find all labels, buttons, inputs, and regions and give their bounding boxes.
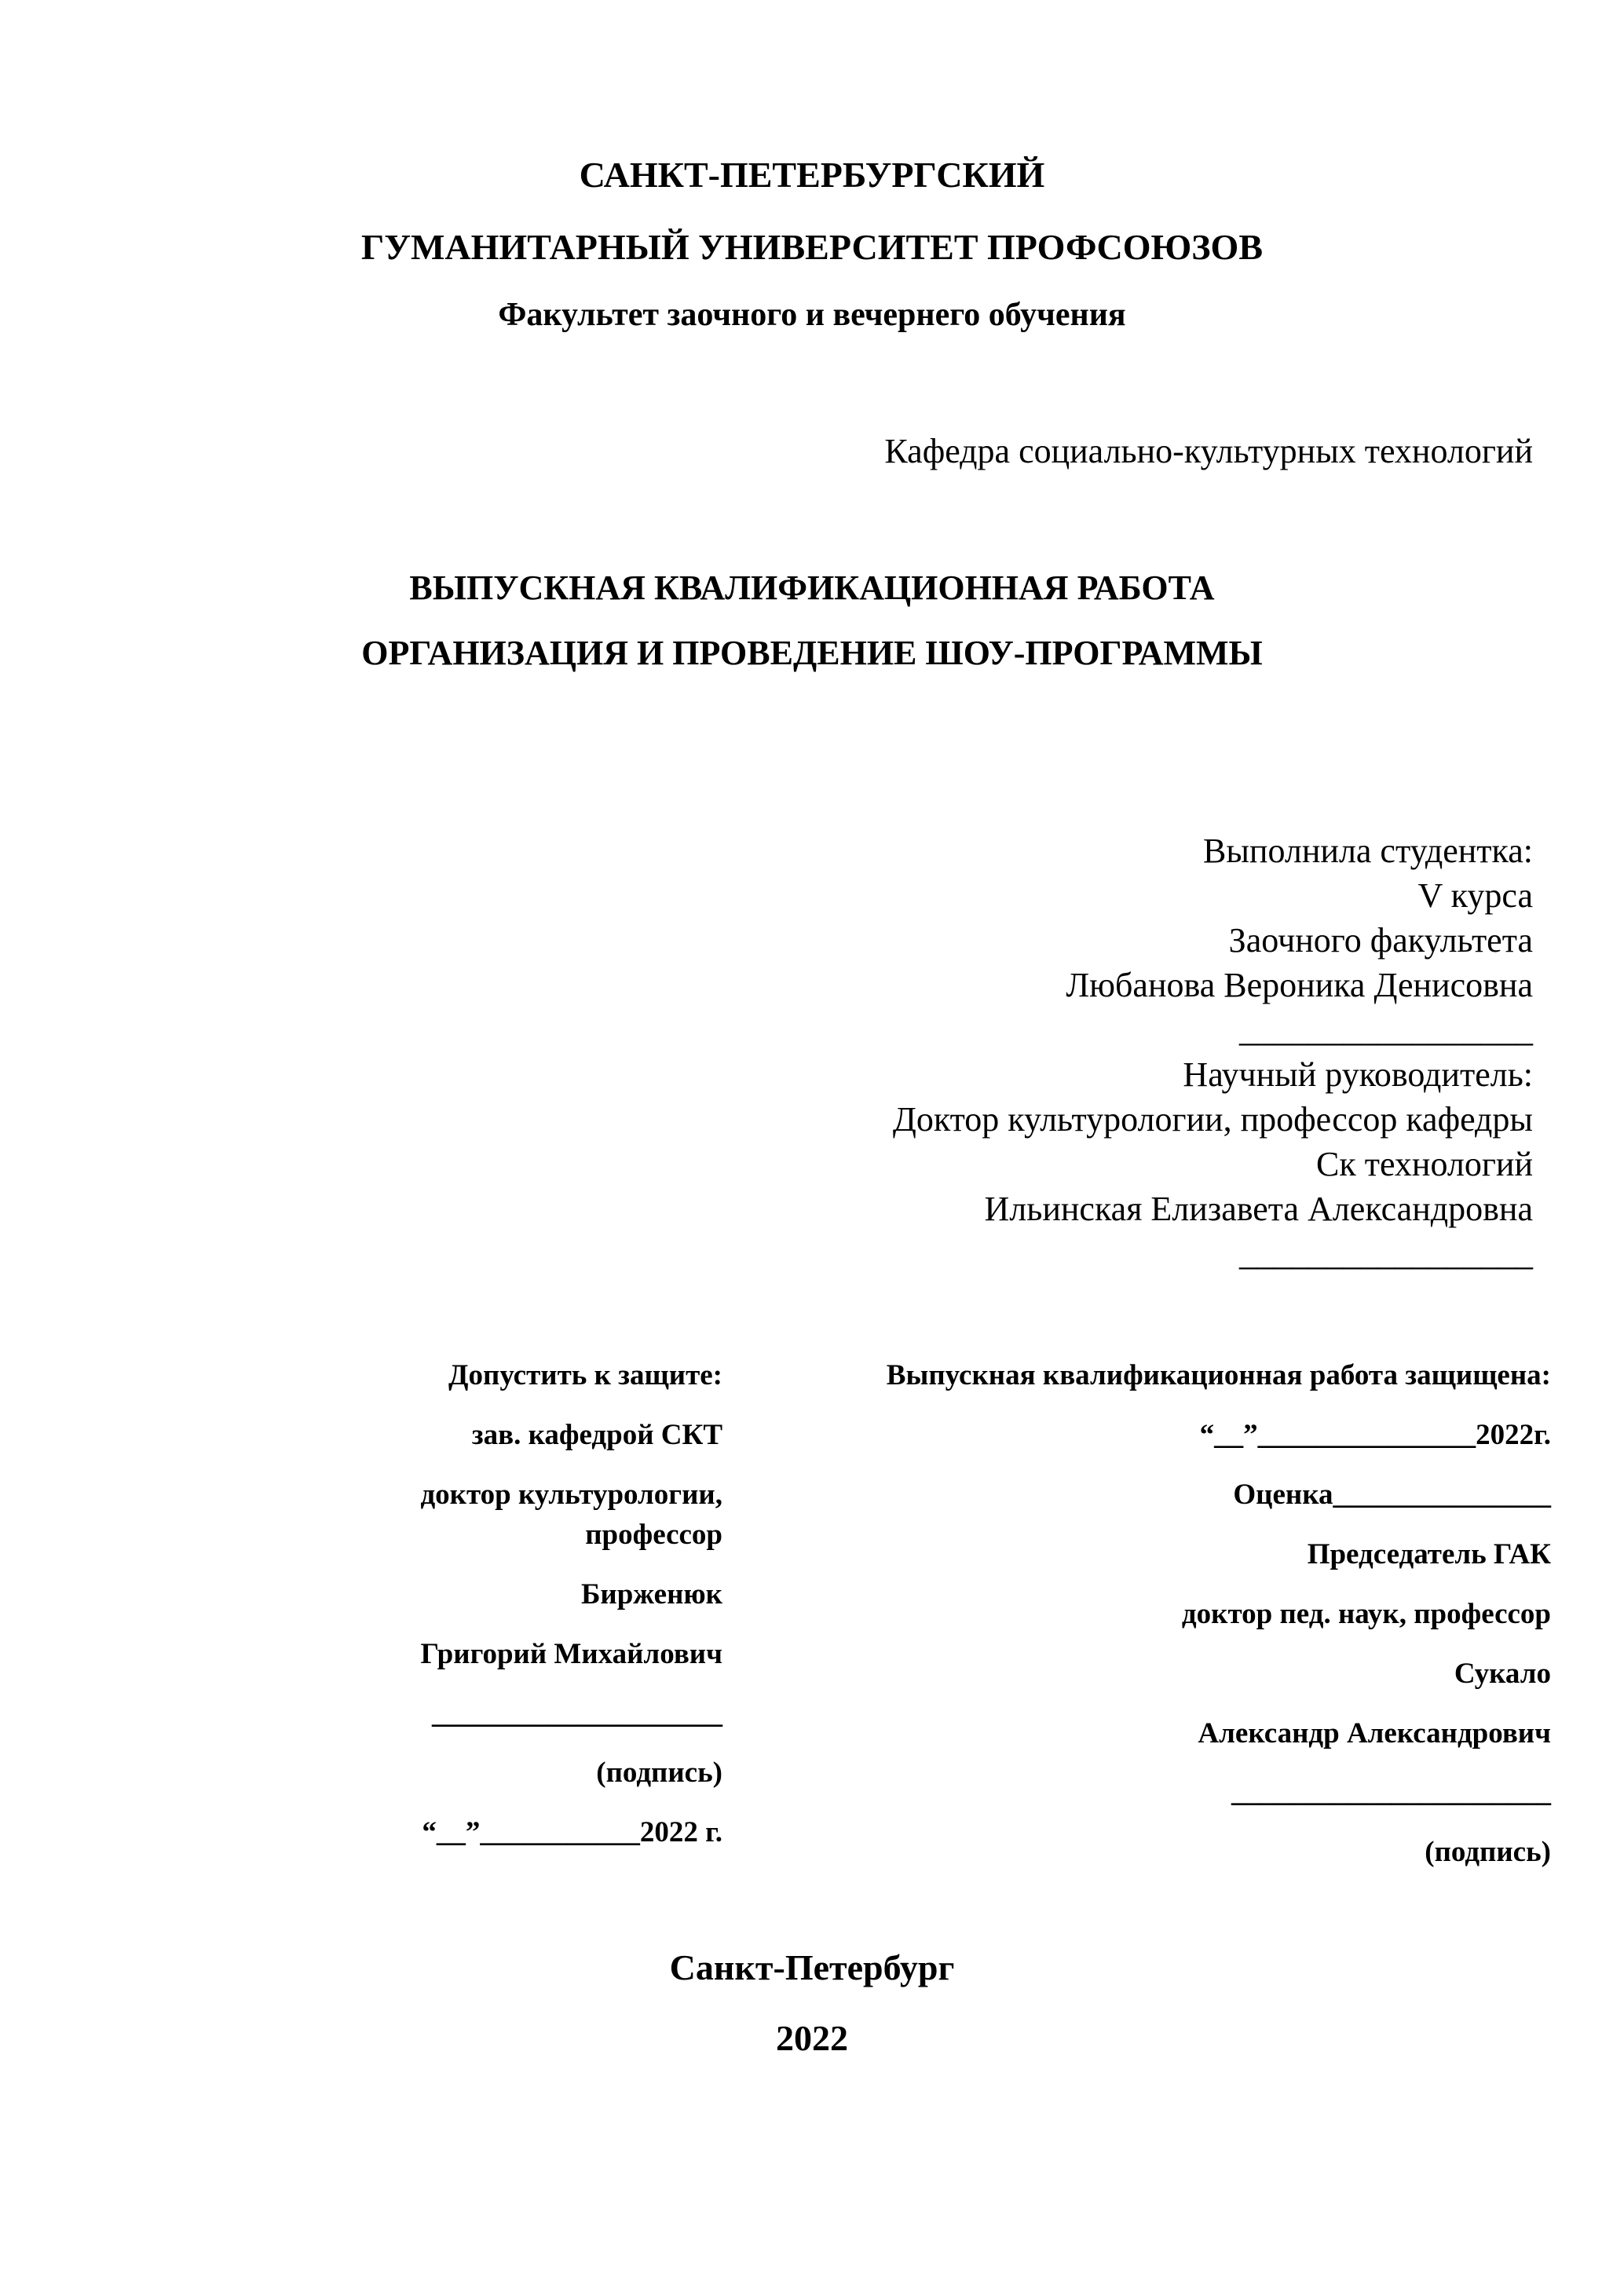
defense-degree: доктор пед. наук, профессор bbox=[1181, 1598, 1551, 1630]
university-name-line2: ГУМАНИТАРНЫЙ УНИВЕРСИТЕТ ПРОФСОЮЗОВ bbox=[360, 227, 1264, 267]
defense-chair: Председатель ГАК bbox=[1307, 1538, 1551, 1570]
defense-surname: Сукало bbox=[1454, 1658, 1551, 1690]
admission-degree-line1: доктор культурологии, bbox=[420, 1479, 722, 1511]
defense-signature-line: ______________________ bbox=[1231, 1776, 1551, 1808]
city: Санкт-Петербург bbox=[669, 1947, 955, 1987]
supervisor-department: Ск технологий bbox=[1316, 1145, 1533, 1183]
supervisor-title: Доктор культурологии, профессор кафедры bbox=[892, 1100, 1533, 1139]
defense-block bbox=[738, 1358, 1551, 1892]
defense-heading: Выпускная квалификационная работа защищена: bbox=[886, 1359, 1551, 1391]
admission-date: “__”___________2022 г. bbox=[422, 1816, 722, 1848]
student-name: Любанова Вероника Денисовна bbox=[1066, 966, 1533, 1004]
admission-block bbox=[314, 1358, 722, 1861]
student-course: V курса bbox=[1417, 876, 1533, 915]
admission-surname: Бирженюк bbox=[580, 1578, 722, 1610]
admission-degree-line2: профессор bbox=[585, 1519, 722, 1551]
admission-heading: Допустить к защите: bbox=[448, 1359, 722, 1391]
department-name: Кафедра социально-культурных технологий bbox=[884, 432, 1533, 470]
supervisor-signature-line: _________________ bbox=[1239, 1234, 1533, 1273]
author-block bbox=[893, 828, 1533, 1276]
thesis-type: ВЫПУСКНАЯ КВАЛИФИКАЦИОННАЯ РАБОТА bbox=[409, 569, 1215, 607]
student-signature-line: _________________ bbox=[1239, 1011, 1533, 1049]
year: 2022 bbox=[776, 2018, 848, 2058]
admission-given-names: Григорий Михайлович bbox=[420, 1638, 722, 1670]
thesis-topic: ОРГАНИЗАЦИЯ И ПРОВЕДЕНИЕ ШОУ-ПРОГРАММЫ bbox=[361, 634, 1263, 672]
university-name-line1: САНКТ-ПЕТЕРБУРГСКИЙ bbox=[579, 155, 1045, 195]
defense-given-names: Александр Александрович bbox=[1198, 1717, 1551, 1749]
defense-signature-caption: (подпись) bbox=[1425, 1836, 1551, 1868]
admission-signature-line: ____________________ bbox=[432, 1698, 722, 1730]
defense-grade: Оценка_______________ bbox=[1233, 1479, 1551, 1511]
supervisor-name: Ильинская Елизавета Александровна bbox=[984, 1190, 1533, 1228]
defense-date: “__”_______________2022г. bbox=[1199, 1419, 1551, 1451]
student-label: Выполнила студентка: bbox=[1203, 832, 1533, 870]
faculty-name: Факультет заочного и вечернего обучения bbox=[498, 297, 1126, 333]
admission-signature-caption: (подпись) bbox=[596, 1757, 722, 1789]
student-faculty: Заочного факультета bbox=[1228, 921, 1533, 960]
supervisor-label: Научный руководитель: bbox=[1183, 1055, 1533, 1094]
admission-position: зав. кафедрой СКТ bbox=[471, 1419, 722, 1451]
